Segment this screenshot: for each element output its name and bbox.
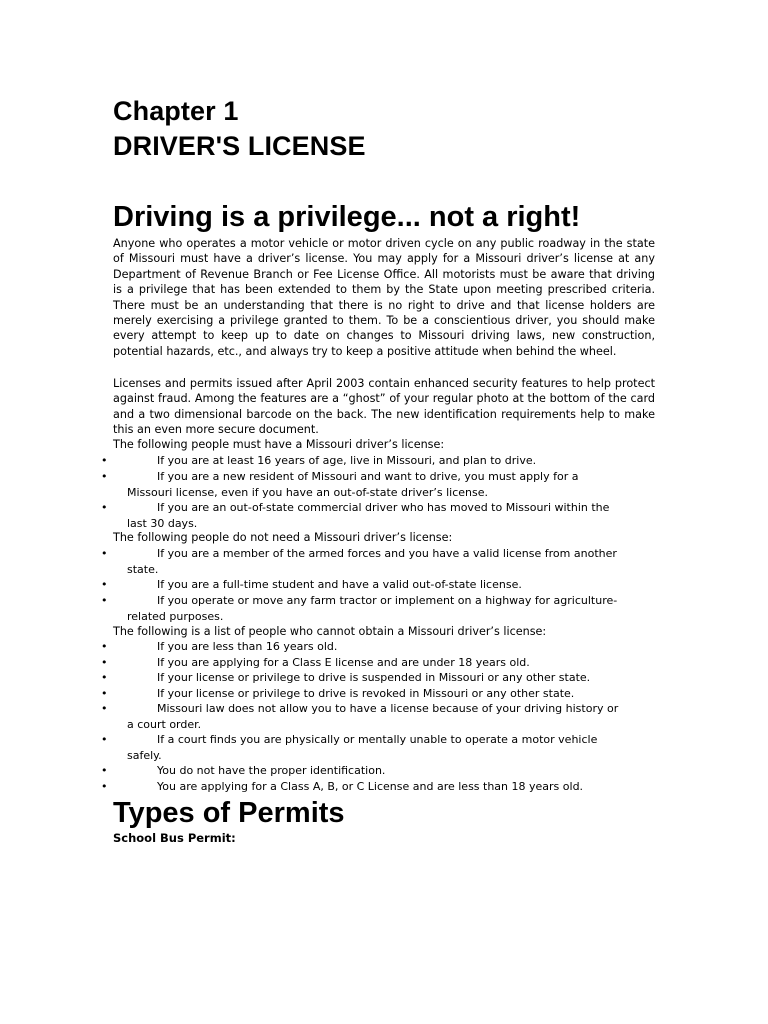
list-item [101,546,661,577]
bullet-icon: • [101,454,108,467]
list-item-text-continued: safely. [127,748,162,762]
list-item-text-continued: state. [127,562,159,576]
bullet-icon: • [101,640,108,653]
list-item [101,763,661,779]
list-item-text: If you are a new resident of Missouri and want to drive, you must apply for a [157,470,579,483]
list-item [101,639,661,655]
list-item [101,701,661,732]
list-item [101,779,661,795]
list-item-text: If you are a member of the armed forces and you have a valid license from another [157,547,617,560]
list-item-text: If you are an out-of-state commercial driver who has moved to Missouri within the [157,501,610,514]
list-item [101,453,661,469]
bullet-icon: • [101,671,108,684]
list-item [101,577,661,593]
list-intro-must-have: The following people must have a Missouri driver’s license: [113,438,445,451]
list-item [101,593,661,624]
bullet-icon: • [101,687,108,700]
bullet-icon: • [101,702,108,715]
list-item-text-continued: last 30 days. [127,516,198,530]
list-item-text: Missouri law does not allow you to have a license because of your driving history or [157,702,619,715]
list-item-text: If you are a full-time student and have a valid out-of-state license. [157,578,522,591]
types-of-permits-heading: Types of Permits [113,797,345,829]
list-item-text: If you operate or move any farm tractor or implement on a highway for agriculture- [157,594,618,607]
chapter-subtitle: DRIVER'S LICENSE [113,131,366,161]
list-item [101,469,661,500]
list-intro-do-not-need: The following people do not need a Missouri driver’s license: [113,531,453,544]
section-heading: Driving is a privilege... not a right! [113,201,581,233]
list-item-text: If you are less than 16 years old. [157,640,338,653]
list-item-text: You do not have the proper identification. [157,764,386,777]
bullet-icon: • [101,547,108,560]
list-item [101,732,661,763]
bullet-icon: • [101,594,108,607]
bullet-icon: • [101,578,108,591]
paragraph-license-requirement: Anyone who operates a motor vehicle or motor driven cycle on any public roadway in the state of Missouri must have a driver’s license. You may apply for a Missouri driver’s license at any Department of Revenue Branch or Fee License Office. All motorists must be aware that driving is a privilege that has been extended to them by the State upon meeting prescribed criteria. There must be an understanding that there is no right to drive and that license holders are merely exercising a privilege granted to them. To be a conscientious driver, you should make every attempt to keep up to date on changes to Missouri driving laws, new construction, potential hazards, etc., and always try to keep a positive attitude when behind the wheel. [113,237,655,358]
list-item-text: You are applying for a Class A, B, or C License and are less than 18 years old. [157,780,584,793]
list-item [101,670,661,686]
paragraph-security-features: Licenses and permits issued after April 2003 contain enhanced security features to help protect against fraud. Among the features are a “ghost” of your regular photo at the bottom of the card and a two dimensional barcode on the back. The new identification requirements help to make this an even more secure document. [113,377,655,437]
list-item-text: If you are applying for a Class E license and are under 18 years old. [157,656,530,669]
list-item-text-continued: Missouri license, even if you have an out-of-state driver’s license. [127,485,489,499]
list-item [101,500,661,531]
list-item-text-continued: a court order. [127,717,202,731]
list-item [101,686,661,702]
school-bus-permit-heading: School Bus Permit: [113,831,236,845]
list-item-text: If your license or privilege to drive is suspended in Missouri or any other state. [157,671,591,684]
list-item-text: If you are at least 16 years of age, live in Missouri, and plan to drive. [157,454,537,467]
bullet-icon: • [101,470,108,483]
list-item-text: If your license or privilege to drive is revoked in Missouri or any other state. [157,687,575,700]
bullet-icon: • [101,780,108,793]
bullet-icon: • [101,501,108,514]
list-intro-cannot-obtain: The following is a list of people who cannot obtain a Missouri driver’s license: [113,625,547,638]
bullet-icon: • [101,733,108,746]
bullet-icon: • [101,656,108,669]
list-item-text-continued: related purposes. [127,609,224,623]
list-item-text: If a court finds you are physically or mentally unable to operate a motor vehicle [157,733,598,746]
bullet-icon: • [101,764,108,777]
list-item [101,655,661,671]
chapter-title: Chapter 1 [113,96,239,126]
